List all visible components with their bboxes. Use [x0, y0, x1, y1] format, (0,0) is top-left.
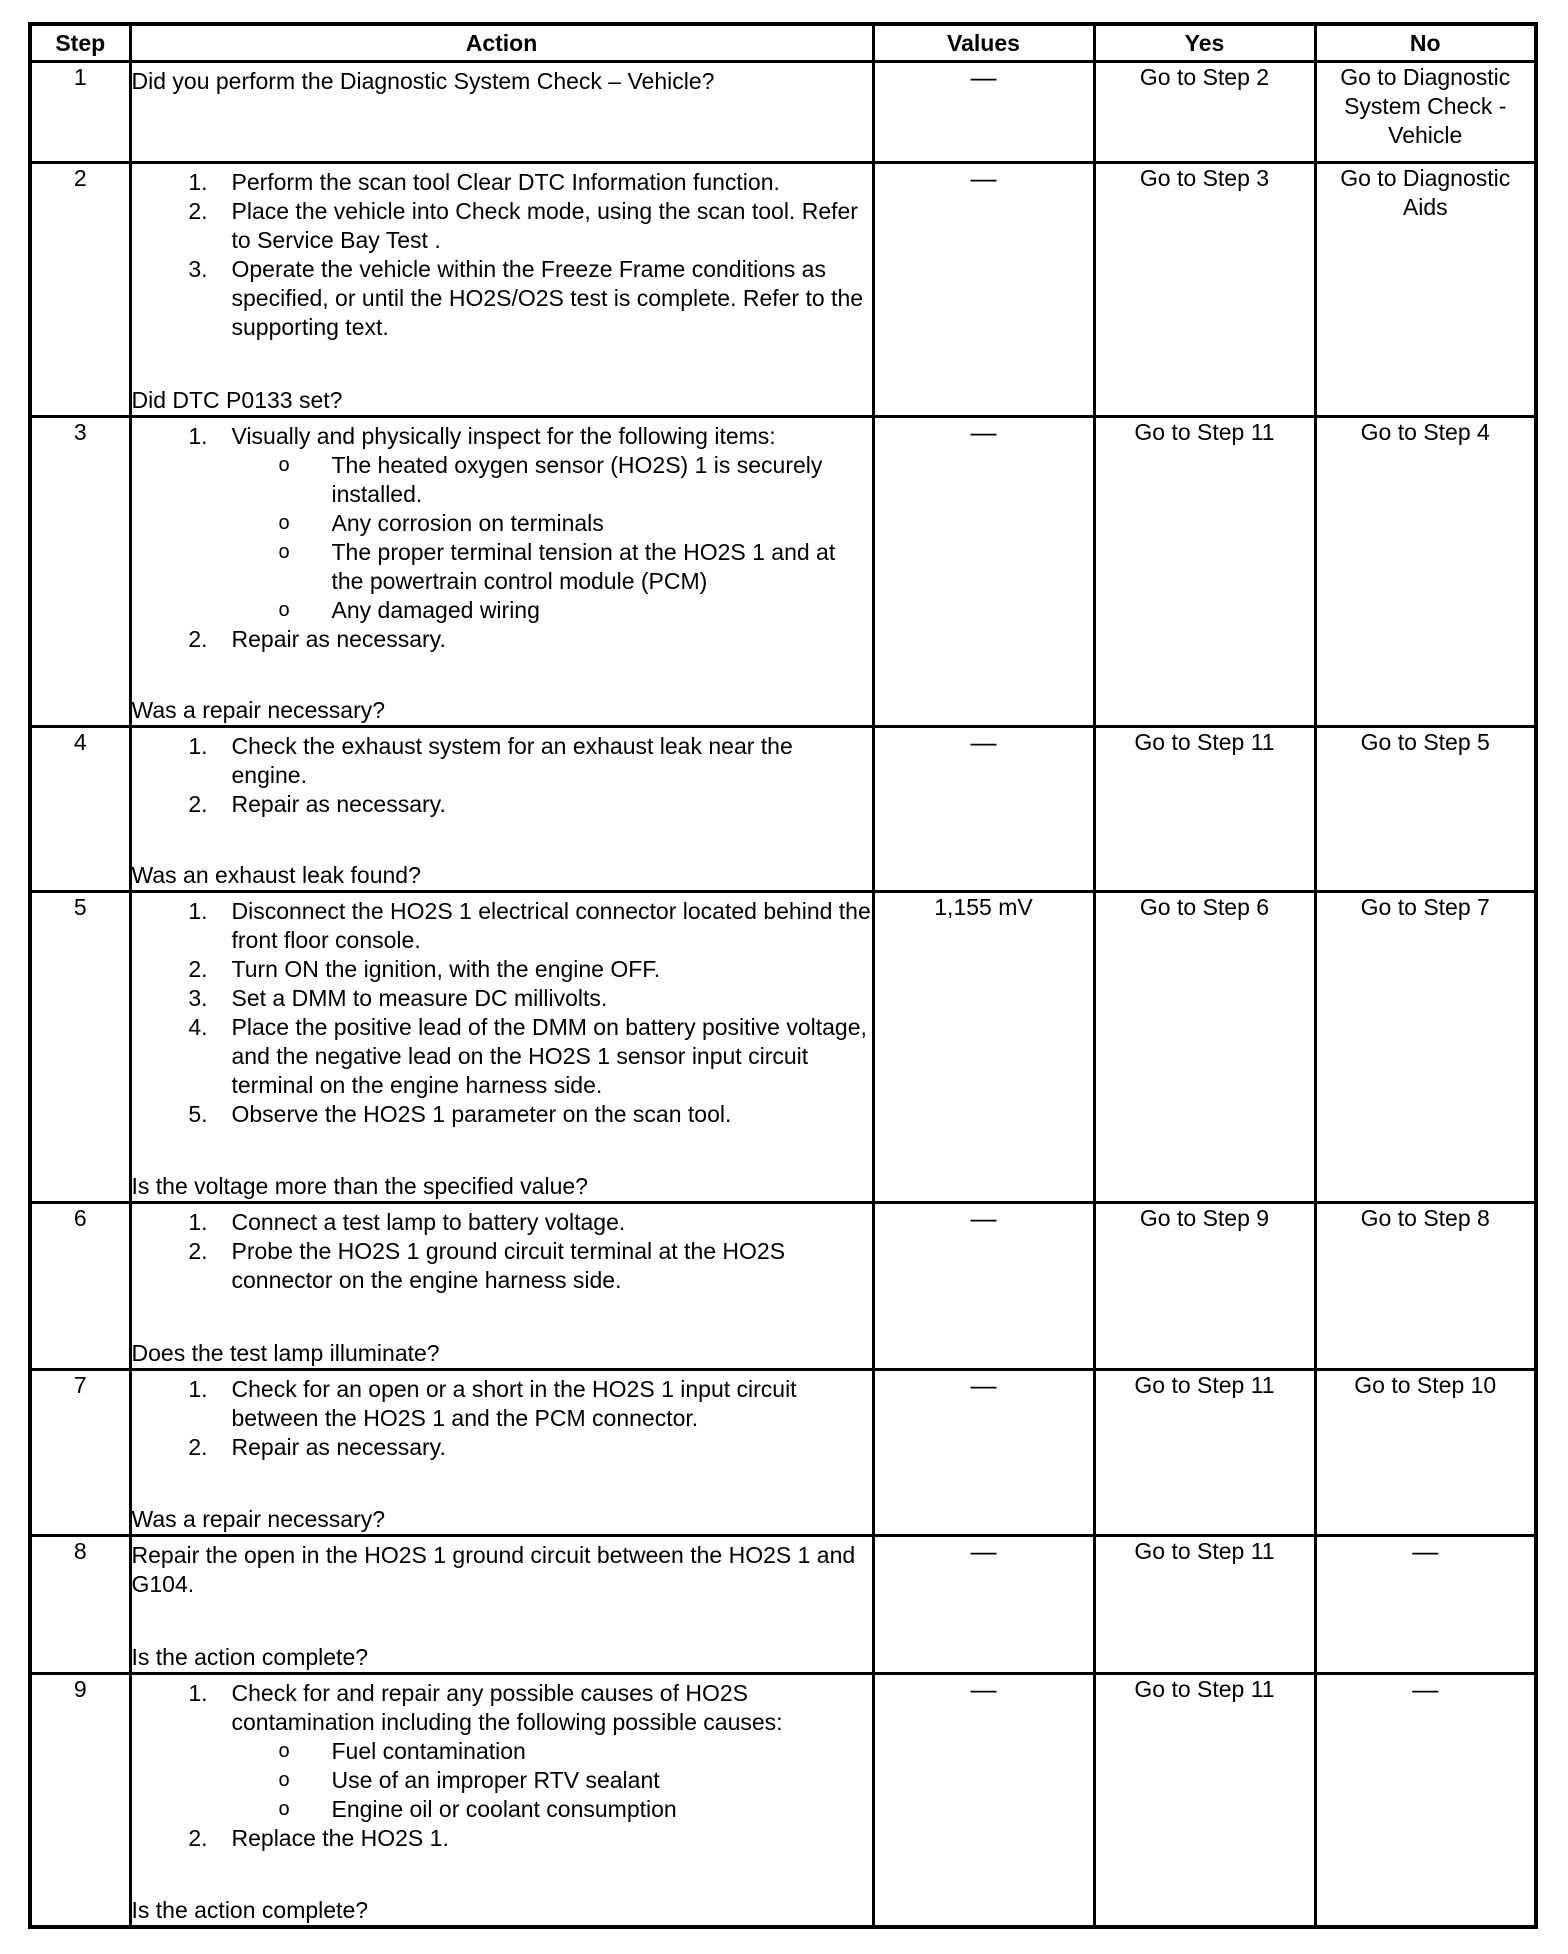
instruction-list [132, 168, 872, 342]
action-question: Is the action complete? [131, 1644, 369, 1670]
step-number-cell [30, 1674, 130, 1928]
sub-item [132, 596, 872, 625]
instruction-item [132, 955, 872, 984]
action-cell [130, 417, 873, 727]
no-cell [1315, 1370, 1536, 1536]
action-content [132, 1204, 872, 1368]
action-text: Did you perform the Diagnostic System Check – Vehicle? [131, 68, 715, 94]
instruction-number: 5. [188, 1101, 208, 1127]
step-number-cell [30, 417, 130, 727]
yes-goto: Go to Step 3 [1139, 165, 1270, 191]
instruction-item [132, 1824, 872, 1853]
no-goto: — [1412, 1536, 1439, 1566]
instruction-text: Place the vehicle into Check mode, using the scan tool. Refer to Service Bay Test . [231, 198, 858, 253]
step-number-cell [30, 62, 130, 163]
value-cell [873, 163, 1094, 417]
value-text: — [970, 1203, 997, 1233]
action-cell [130, 1674, 873, 1928]
instruction-item [132, 255, 872, 342]
instruction-list [132, 1375, 872, 1462]
instruction-number: 1. [188, 1376, 208, 1402]
step-number: 8 [73, 1538, 87, 1564]
instruction-text: Place the positive lead of the DMM on battery positive voltage, and the negative lead on the HO2S 1 sensor input circuit terminal on the engine harness side. [231, 1014, 867, 1098]
value-cell [873, 1536, 1094, 1674]
instruction-list [132, 422, 872, 654]
value-cell [873, 892, 1094, 1203]
action-content [132, 1537, 872, 1672]
instruction-text: Connect a test lamp to battery voltage. [231, 1209, 626, 1235]
instruction-item [132, 422, 872, 625]
value-cell [873, 1674, 1094, 1928]
instruction-item [132, 1375, 872, 1433]
header-yes: Yes [1094, 24, 1315, 62]
table-body [30, 62, 1536, 1928]
instruction-number: 2. [188, 1238, 208, 1264]
step-number-cell [30, 1370, 130, 1536]
action-cell [130, 62, 873, 163]
step-number-cell [30, 163, 130, 417]
instruction-item [132, 1100, 872, 1129]
instruction-text: Turn ON the ignition, with the engine OFF. [231, 956, 661, 982]
instruction-item [132, 168, 872, 197]
value-cell [873, 1203, 1094, 1370]
action-text: Repair the open in the HO2S 1 ground circuit between the HO2S 1 and G104. [131, 1542, 856, 1597]
action-content [132, 1371, 872, 1534]
instruction-number: 1. [188, 1680, 208, 1706]
action-question: Does the test lamp illuminate? [131, 1340, 440, 1366]
yes-cell [1094, 417, 1315, 727]
action-instructions [132, 1675, 872, 1853]
action-instructions [132, 164, 872, 342]
bullet-icon: o [278, 1769, 290, 1791]
header-action: Action [130, 24, 873, 62]
instruction-text: Perform the scan tool Clear DTC Information function. [231, 169, 780, 195]
yes-goto: Go to Step 6 [1139, 894, 1270, 920]
table-row [30, 727, 1536, 892]
action-instructions [132, 1371, 872, 1462]
bullet-icon: o [278, 1798, 290, 1820]
action-instructions [132, 418, 872, 654]
yes-cell [1094, 163, 1315, 417]
instruction-item [132, 1013, 872, 1100]
table-row [30, 1370, 1536, 1536]
sub-item [132, 1737, 872, 1766]
instruction-number: 3. [188, 256, 208, 282]
action-content [132, 893, 872, 1201]
step-number: 6 [73, 1205, 87, 1231]
value-text: 1,155 mV [934, 894, 1033, 920]
no-goto: Go to Step 7 [1360, 894, 1490, 920]
no-cell [1315, 1203, 1536, 1370]
action-cell [130, 1203, 873, 1370]
instruction-number: 1. [188, 733, 208, 759]
instruction-number: 2. [188, 626, 208, 652]
value-cell [873, 62, 1094, 163]
value-text: — [970, 727, 997, 757]
no-goto: Go to Step 4 [1360, 419, 1490, 445]
instruction-text: Set a DMM to measure DC millivolts. [231, 985, 608, 1011]
value-cell [873, 1370, 1094, 1536]
action-instructions [132, 893, 872, 1129]
action-instructions [132, 728, 872, 819]
action-content [132, 63, 872, 161]
header-step: Step [30, 24, 130, 62]
instruction-number: 2. [188, 198, 208, 224]
no-cell [1315, 62, 1536, 163]
table-header-row [30, 24, 1536, 62]
no-cell [1315, 163, 1536, 417]
action-cell [130, 727, 873, 892]
yes-cell [1094, 1370, 1315, 1536]
step-number: 3 [73, 419, 87, 445]
value-text: — [970, 1536, 997, 1566]
step-number-cell [30, 727, 130, 892]
sub-item-list [232, 1737, 872, 1824]
bullet-icon: o [278, 512, 290, 534]
yes-cell [1094, 1203, 1315, 1370]
value-text: — [970, 1674, 997, 1704]
instruction-number: 4. [188, 1014, 208, 1040]
instruction-list [132, 897, 872, 1129]
action-content [132, 728, 872, 890]
no-goto: Go to Step 8 [1360, 1205, 1490, 1231]
table-row [30, 1674, 1536, 1928]
diagnostic-table [28, 22, 1538, 1929]
instruction-item [132, 732, 872, 790]
table-row [30, 1536, 1536, 1674]
sub-item [132, 1795, 872, 1824]
no-cell [1315, 1536, 1536, 1674]
no-goto: Go to Diagnostic System Check - Vehicle [1340, 64, 1511, 148]
sub-item [132, 451, 872, 509]
yes-goto: Go to Step 2 [1139, 64, 1270, 90]
instruction-text: Visually and physically inspect for the following items: [231, 423, 776, 449]
instruction-list [132, 732, 872, 819]
no-goto: — [1412, 1674, 1439, 1704]
yes-cell [1094, 892, 1315, 1203]
value-text: — [970, 163, 997, 193]
no-goto: Go to Step 10 [1354, 1372, 1497, 1398]
instruction-text: Disconnect the HO2S 1 electrical connector located behind the front floor console. [231, 898, 871, 953]
action-cell [130, 892, 873, 1203]
instruction-item [132, 625, 872, 654]
value-cell [873, 727, 1094, 892]
instruction-number: 2. [188, 1434, 208, 1460]
yes-goto: Go to Step 11 [1134, 1676, 1275, 1702]
sub-item-text: Fuel contamination [331, 1738, 526, 1764]
sub-item [132, 509, 872, 538]
no-cell [1315, 417, 1536, 727]
step-number: 1 [73, 64, 87, 90]
step-number-cell [30, 1203, 130, 1370]
step-number: 9 [73, 1676, 87, 1702]
header-no: No [1315, 24, 1536, 62]
yes-cell [1094, 1536, 1315, 1674]
instruction-number: 1. [188, 898, 208, 924]
instruction-item [132, 897, 872, 955]
instruction-text: Repair as necessary. [231, 626, 446, 652]
instruction-item [132, 1679, 872, 1824]
sub-item [132, 538, 872, 596]
instruction-number: 2. [188, 956, 208, 982]
table-row [30, 62, 1536, 163]
yes-goto: Go to Step 11 [1134, 419, 1275, 445]
action-instructions [132, 1204, 872, 1295]
sub-item-text: Any damaged wiring [331, 597, 540, 623]
step-number: 2 [73, 165, 87, 191]
instruction-text: Observe the HO2S 1 parameter on the scan tool. [231, 1101, 732, 1127]
instruction-text: Replace the HO2S 1. [231, 1825, 449, 1851]
yes-cell [1094, 727, 1315, 892]
sub-item-text: The proper terminal tension at the HO2S 1 and at the powertrain control module (PCM) [331, 539, 836, 594]
header-values: Values [873, 24, 1094, 62]
value-cell [873, 417, 1094, 727]
instruction-text: Repair as necessary. [231, 791, 446, 817]
instruction-text: Operate the vehicle within the Freeze Frame conditions as specified, or until the HO2S/O2S test is complete. Refer to the supporting text. [231, 256, 864, 340]
instruction-text: Repair as necessary. [231, 1434, 446, 1460]
no-cell [1315, 727, 1536, 892]
action-cell [130, 1536, 873, 1674]
instruction-number: 1. [188, 1209, 208, 1235]
bullet-icon: o [278, 541, 290, 563]
instruction-number: 1. [188, 423, 208, 449]
sub-item-text: The heated oxygen sensor (HO2S) 1 is securely installed. [331, 452, 823, 507]
sub-item-list [232, 451, 872, 625]
instruction-list [132, 1679, 872, 1853]
no-goto: Go to Step 5 [1360, 729, 1490, 755]
sub-item-text: Engine oil or coolant consumption [331, 1796, 677, 1822]
instruction-number: 2. [188, 791, 208, 817]
no-cell [1315, 1674, 1536, 1928]
instruction-number: 3. [188, 985, 208, 1011]
step-number: 4 [73, 729, 87, 755]
action-question: Did DTC P0133 set? [131, 387, 343, 413]
step-number-cell [30, 892, 130, 1203]
action-instructions [132, 63, 872, 96]
action-question: Was a repair necessary? [131, 1506, 386, 1532]
action-content [132, 164, 872, 415]
value-text: — [970, 62, 997, 92]
yes-goto: Go to Step 11 [1134, 729, 1275, 755]
action-cell [130, 163, 873, 417]
action-content [132, 1675, 872, 1925]
yes-cell [1094, 1674, 1315, 1928]
table-row [30, 1203, 1536, 1370]
instruction-item [132, 1433, 872, 1462]
table-row [30, 163, 1536, 417]
instruction-text: Check for and repair any possible causes of HO2S contamination including the following possible causes: [231, 1680, 783, 1735]
action-instructions [132, 1537, 872, 1599]
action-question: Was an exhaust leak found? [131, 862, 421, 888]
table-row [30, 892, 1536, 1203]
no-cell [1315, 892, 1536, 1203]
yes-goto: Go to Step 9 [1139, 1205, 1270, 1231]
yes-goto: Go to Step 11 [1134, 1538, 1275, 1564]
step-number-cell [30, 1536, 130, 1674]
sub-item-text: Any corrosion on terminals [331, 510, 604, 536]
action-content [132, 418, 872, 725]
value-text: — [970, 417, 997, 447]
instruction-item [132, 790, 872, 819]
step-number: 7 [73, 1372, 87, 1398]
instruction-item [132, 1208, 872, 1237]
action-question: Is the action complete? [131, 1897, 369, 1923]
table-row [30, 417, 1536, 727]
step-number: 5 [73, 894, 87, 920]
instruction-list [132, 1208, 872, 1295]
action-cell [130, 1370, 873, 1536]
yes-goto: Go to Step 11 [1134, 1372, 1275, 1398]
action-question: Is the voltage more than the specified value? [131, 1173, 588, 1199]
action-question: Was a repair necessary? [131, 697, 386, 723]
bullet-icon: o [278, 1740, 290, 1762]
instruction-item [132, 197, 872, 255]
instruction-number: 2. [188, 1825, 208, 1851]
value-text: — [970, 1370, 997, 1400]
instruction-text: Check for an open or a short in the HO2S 1 input circuit between the HO2S 1 and the PCM connector. [231, 1376, 797, 1431]
instruction-item [132, 984, 872, 1013]
instruction-text: Probe the HO2S 1 ground circuit terminal at the HO2S connector on the engine harness side. [231, 1238, 786, 1293]
diagnostic-table-document [28, 22, 1534, 1929]
instruction-number: 1. [188, 169, 208, 195]
bullet-icon: o [278, 454, 290, 476]
sub-item-text: Use of an improper RTV sealant [331, 1767, 660, 1793]
sub-item [132, 1766, 872, 1795]
instruction-item [132, 1237, 872, 1295]
instruction-text: Check the exhaust system for an exhaust leak near the engine. [231, 733, 793, 788]
bullet-icon: o [278, 599, 290, 621]
no-goto: Go to Diagnostic Aids [1340, 165, 1511, 220]
yes-cell [1094, 62, 1315, 163]
